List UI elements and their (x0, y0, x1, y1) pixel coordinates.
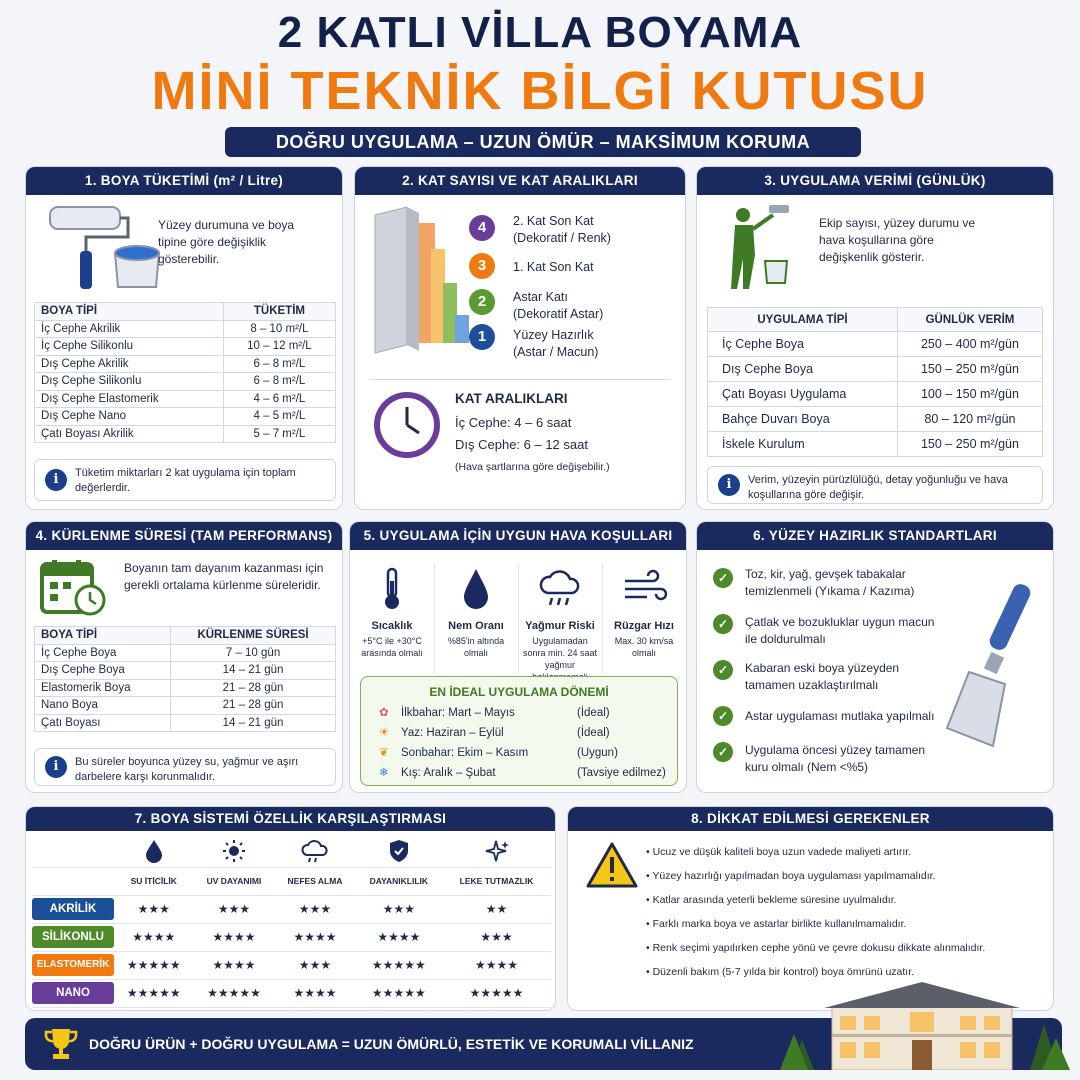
section-title: 6. YÜZEY HAZIRLIK STANDARTLARI (697, 522, 1053, 550)
season-rating: (İdeal) (577, 707, 610, 719)
rating-stars: ★★★ (442, 923, 551, 951)
comparison-table (32, 839, 551, 1008)
system-badge: NANO (32, 982, 114, 1004)
season-rating: (Tavsiye edilmez) (577, 767, 666, 779)
intervals-title: KAT ARALIKLARI (455, 391, 568, 406)
rating-stars: ★★★★★ (114, 979, 194, 1007)
calendar-icon (40, 558, 132, 618)
column-divider (602, 564, 603, 674)
trophy-icon (43, 1027, 79, 1061)
paint-type: Dış Cephe Akrilik (35, 355, 224, 373)
check-icon: ✓ (713, 614, 733, 634)
prep-item: Kabaran eski boya yüzeyden tamamen uzaklaştırılmalı (745, 661, 900, 692)
season-row (361, 743, 677, 763)
comparison-row (32, 923, 551, 951)
column-header: GÜNLÜK VERİM (897, 308, 1042, 332)
paint-type: Dış Cephe Boya (35, 662, 171, 680)
rating-stars: ★★★★★ (442, 979, 551, 1007)
section-intro: Yüzey durumuna ve boya tipine göre değişiklik gösterebilir. (158, 218, 295, 266)
consumption-value: 5 – 7 m²/L (223, 425, 335, 443)
condition-desc: Uygulamadan sonra min. 24 saat yağmur (522, 636, 598, 670)
table-row (35, 320, 336, 338)
paint-type: İç Cephe Silikonlu (35, 338, 224, 356)
clock-icon (373, 391, 441, 459)
table-row (708, 432, 1043, 457)
comparison-row (32, 951, 551, 979)
step-badge: 2 (469, 289, 495, 315)
yield-value: 80 – 120 m²/gün (897, 407, 1042, 432)
thermometer-icon (379, 567, 405, 611)
paint-type: Çatı Boyası (35, 714, 171, 732)
rating-stars: ★★★★ (274, 923, 355, 951)
prep-item: Toz, kir, yağ, gevşek tabakalar temizlenmeli (Yıkama / Kazıma) (745, 567, 915, 598)
application-type: İskele Kurulum (708, 432, 898, 457)
rating-stars: ★★★★ (356, 923, 442, 951)
leaf-icon: ❦ (379, 747, 389, 759)
paint-type: İç Cephe Akrilik (35, 320, 224, 338)
snowflake-icon: ❄ (379, 767, 389, 779)
sun-icon (222, 839, 246, 863)
feature-label: SU İTİCİLİK (114, 867, 194, 895)
condition-humidity (436, 567, 516, 659)
table-row (708, 407, 1043, 432)
warning-item: • Katlar arasında yeterli bekleme süresine uyulmalıdır. (646, 894, 897, 906)
section-feature-comparison (25, 806, 556, 1011)
water-drop-icon (461, 567, 491, 611)
season-row (361, 723, 677, 743)
rating-stars: ★★★★ (194, 951, 275, 979)
rating-stars: ★★★★★ (114, 951, 194, 979)
table-row (35, 644, 336, 662)
yield-value: 250 – 400 m²/gün (897, 332, 1042, 357)
season-name: Yaz: Haziran – Eylül (401, 727, 504, 739)
water-drop-icon (144, 839, 164, 863)
paint-type: Dış Cephe Silikonlu (35, 373, 224, 391)
main-title: 2 KATLI VİLLA BOYAMA (277, 8, 803, 57)
system-badge: AKRİLİK (32, 898, 114, 920)
section-title: 2. KAT SAYISI VE KAT ARALIKLARI (355, 167, 685, 195)
section-weather-conditions (349, 521, 687, 793)
step-label: 2. Kat Son Kat (Dekoratif / Renk) (513, 214, 611, 245)
paint-type: Dış Cephe Nano (35, 408, 224, 426)
section-coat-count (354, 166, 686, 510)
note-text: Verim, yüzeyin pürüzlülüğü, detay yoğunluğu ve hava koşullarına göre değişir. (748, 474, 1008, 501)
season-name: Sonbahar: Ekim – Kasım (401, 747, 529, 759)
ideal-period-box (360, 676, 678, 786)
section-title: 7. BOYA SİSTEMİ ÖZELLİK KARŞILAŞTIRMASI (26, 807, 555, 831)
divider (369, 379, 671, 380)
section-title: 8. DİKKAT EDİLMESİ GEREKENLER (568, 807, 1053, 831)
condition-label: Yağmur Riski (525, 620, 595, 632)
villa-illustration (780, 974, 1070, 1070)
feature-label: DAYANIKLILIK (356, 867, 442, 895)
feature-label: NEFES ALMA (274, 867, 355, 895)
rating-stars: ★★★ (274, 895, 355, 923)
table-row (35, 338, 336, 356)
feature-label: LEKE TUTMAZLIK (442, 867, 551, 895)
step-label: Astar Katı (Dekoratif Astar) (513, 290, 604, 321)
check-icon: ✓ (713, 706, 733, 726)
season-row (361, 703, 677, 723)
yield-value: 150 – 250 m²/gün (897, 357, 1042, 382)
main-subtitle: MİNİ TEKNİK BİLGİ KUTUSU (151, 61, 929, 121)
rating-stars: ★★★★★ (194, 979, 275, 1007)
system-badge: SİLİKONLU (32, 926, 114, 948)
rain-cloud-icon (538, 567, 582, 611)
sun-icon: ☀ (379, 727, 390, 739)
feature-icon-row (32, 839, 551, 867)
table-row (35, 714, 336, 732)
check-icon: ✓ (713, 742, 733, 762)
section-curing-time (25, 521, 343, 793)
application-type: Dış Cephe Boya (708, 357, 898, 382)
season-row (361, 763, 677, 783)
condition-rain (520, 567, 600, 683)
application-type: Çatı Boyası Uygulama (708, 382, 898, 407)
paint-type: Elastomerik Boya (35, 679, 171, 697)
info-note (34, 459, 336, 501)
step-label: 1. Kat Son Kat (513, 260, 594, 274)
consumption-value: 10 – 12 m²/L (223, 338, 335, 356)
curing-value: 14 – 21 gün (171, 714, 336, 732)
footer-text: DOĞRU ÜRÜN + DOĞRU UYGULAMA = UZUN ÖMÜRLÜ, ESTETİK VE KORUMALI VİLLANIZ (89, 1036, 694, 1052)
rating-stars: ★★★ (194, 895, 275, 923)
warning-item: • Farklı marka boya ve astarlar birlikte kullanılmamalıdır. (646, 918, 907, 930)
check-icon: ✓ (713, 568, 733, 588)
section-surface-prep (696, 521, 1054, 793)
shield-icon (388, 839, 410, 863)
table-row (35, 697, 336, 715)
note-text: Tüketim miktarları 2 kat uygulama için toplam değerlerdir. (75, 467, 296, 494)
info-note (707, 466, 1043, 504)
feature-label-row (32, 867, 551, 895)
rating-stars: ★★★★ (194, 923, 275, 951)
ideal-period-title: EN İDEAL UYGULAMA DÖNEMİ (429, 685, 609, 699)
condition-wind (604, 567, 684, 659)
step-badge: 3 (469, 253, 495, 279)
section-daily-yield (696, 166, 1054, 510)
comparison-row (32, 979, 551, 1007)
rating-stars: ★★★★★ (356, 979, 442, 1007)
curing-value: 14 – 21 gün (171, 662, 336, 680)
step-badge: 4 (469, 215, 495, 241)
rating-stars: ★★★★★ (356, 951, 442, 979)
table-row (35, 679, 336, 697)
info-icon: i (718, 474, 740, 496)
feature-label: UV DAYANIMI (194, 867, 275, 895)
warning-item: • Düzenli bakım (5-7 yılda bir kontrol) boya ömrünü uzatır. (646, 966, 915, 978)
table-row (708, 332, 1043, 357)
table-row (35, 390, 336, 408)
rating-stars: ★★★★ (114, 923, 194, 951)
curing-value: 21 – 28 gün (171, 679, 336, 697)
condition-label: Sıcaklık (371, 620, 413, 632)
condition-label: Rüzgar Hızı (614, 620, 674, 632)
check-icon: ✓ (713, 660, 733, 680)
section-title: 5. UYGULAMA İÇİN UYGUN HAVA KOŞULLARI (350, 522, 686, 550)
rating-stars: ★★ (442, 895, 551, 923)
season-name: Kış: Aralık – Şubat (401, 767, 496, 779)
column-divider (434, 564, 435, 674)
rating-stars: ★★★ (114, 895, 194, 923)
condition-label: Nem Oranı (448, 620, 504, 632)
paint-type: Çatı Boyası Akrilik (35, 425, 224, 443)
step-badge: 1 (469, 324, 495, 350)
paint-type: İç Cephe Boya (35, 644, 171, 662)
section-intro: Boyanın tam dayanım kazanması için gerekli ortalama kürlenme süreleridir. (124, 561, 324, 592)
table-row (35, 662, 336, 680)
warning-item: • Yüzey hazırlığı yapılmadan boya uygulaması yapılmamalıdır. (646, 870, 936, 882)
condition-desc: %85'in altında olmalı (447, 636, 505, 658)
consumption-value: 4 – 5 m²/L (223, 408, 335, 426)
info-note (34, 748, 336, 786)
consumption-table (34, 302, 336, 443)
rating-stars: ★★★★ (442, 951, 551, 979)
column-header: TÜKETİM (223, 303, 335, 321)
consumption-value: 6 – 8 m²/L (223, 355, 335, 373)
warning-icon (586, 841, 638, 889)
condition-temperature (352, 567, 432, 659)
table-row (35, 373, 336, 391)
info-icon: i (45, 756, 67, 778)
section-paint-consumption (25, 166, 343, 510)
spatula-icon (943, 580, 1047, 750)
season-rating: (İdeal) (577, 727, 610, 739)
table-row (35, 408, 336, 426)
weather-note: (Hava şartlarına göre değişebilir.) (455, 461, 610, 473)
painter-icon (713, 203, 803, 291)
table-row (708, 382, 1043, 407)
column-header: BOYA TİPİ (35, 303, 224, 321)
interior-interval: İç Cephe: 4 – 6 saat (455, 415, 572, 430)
condition-desc: +5°C ile +30°C arasında olmalı (361, 636, 423, 658)
application-type: Bahçe Duvarı Boya (708, 407, 898, 432)
warning-item: • Ucuz ve düşük kaliteli boya uzun vadede maliyeti artırır. (646, 846, 912, 858)
yield-value: 150 – 250 m²/gün (897, 432, 1042, 457)
table-row (35, 425, 336, 443)
column-header: UYGULAMA TİPİ (708, 308, 898, 332)
curing-table (34, 626, 336, 732)
step-label: Yüzey Hazırlık (Astar / Macun) (513, 328, 599, 359)
column-divider (518, 564, 519, 674)
rating-stars: ★★★ (274, 951, 355, 979)
system-badge: ELASTOMERİK (32, 954, 114, 976)
paint-type: Dış Cephe Elastomerik (35, 390, 224, 408)
info-icon: i (45, 469, 67, 491)
prep-item: Çatlak ve bozukluklar uygun macun ile doldurulmalı (745, 615, 935, 646)
section-title: 4. KÜRLENME SÜRESİ (TAM PERFORMANS) (26, 522, 342, 550)
prep-item: Uygulama öncesi yüzey tamamen kuru olmalı (Nem <%5) (745, 743, 926, 774)
section-title: 1. BOYA TÜKETİMİ (m² / Litre) (26, 167, 342, 195)
table-row (35, 355, 336, 373)
rating-stars: ★★★ (356, 895, 442, 923)
exterior-interval: Dış Cephe: 6 – 12 saat (455, 437, 588, 452)
rating-stars: ★★★★ (274, 979, 355, 1007)
wall-layers-icon (367, 205, 477, 355)
spring-icon: ✿ (379, 707, 389, 719)
consumption-value: 8 – 10 m²/L (223, 320, 335, 338)
paint-roller-icon (42, 203, 162, 293)
curing-value: 7 – 10 gün (171, 644, 336, 662)
consumption-value: 4 – 6 m²/L (223, 390, 335, 408)
column-header: KÜRLENME SÜRESİ (171, 627, 336, 645)
season-rating: (Uygun) (577, 747, 618, 759)
yield-table (707, 307, 1043, 457)
section-intro: Ekip sayısı, yüzey durumu ve hava koşullarına göre değişkenlik gösterir. (819, 216, 976, 264)
application-type: İç Cephe Boya (708, 332, 898, 357)
season-name: İlkbahar: Mart – Mayıs (401, 707, 515, 719)
paint-type: Nano Boya (35, 697, 171, 715)
sparkle-icon (484, 839, 510, 863)
comparison-row (32, 895, 551, 923)
warning-item: • Renk seçimi yapılırken cephe yönü ve çevre dokusu dikkate alınmalıdır. (646, 942, 986, 954)
rain-cloud-icon (301, 839, 329, 863)
wind-icon (621, 567, 667, 611)
tagline-banner: DOĞRU UYGULAMA – UZUN ÖMÜR – MAKSİMUM KORUMA (225, 127, 861, 157)
curing-value: 21 – 28 gün (171, 697, 336, 715)
column-header: BOYA TİPİ (35, 627, 171, 645)
prep-item: Astar uygulaması mutlaka yapılmalı (745, 709, 935, 723)
section-title: 3. UYGULAMA VERİMİ (GÜNLÜK) (697, 167, 1053, 195)
table-row (708, 357, 1043, 382)
consumption-value: 6 – 8 m²/L (223, 373, 335, 391)
note-text: Bu süreler boyunca yüzey su, yağmur ve aşırı darbelere karşı korunmalıdır. (75, 756, 299, 783)
condition-desc: Max. 30 km/sa olmalı (614, 636, 674, 658)
yield-value: 100 – 150 m²/gün (897, 382, 1042, 407)
